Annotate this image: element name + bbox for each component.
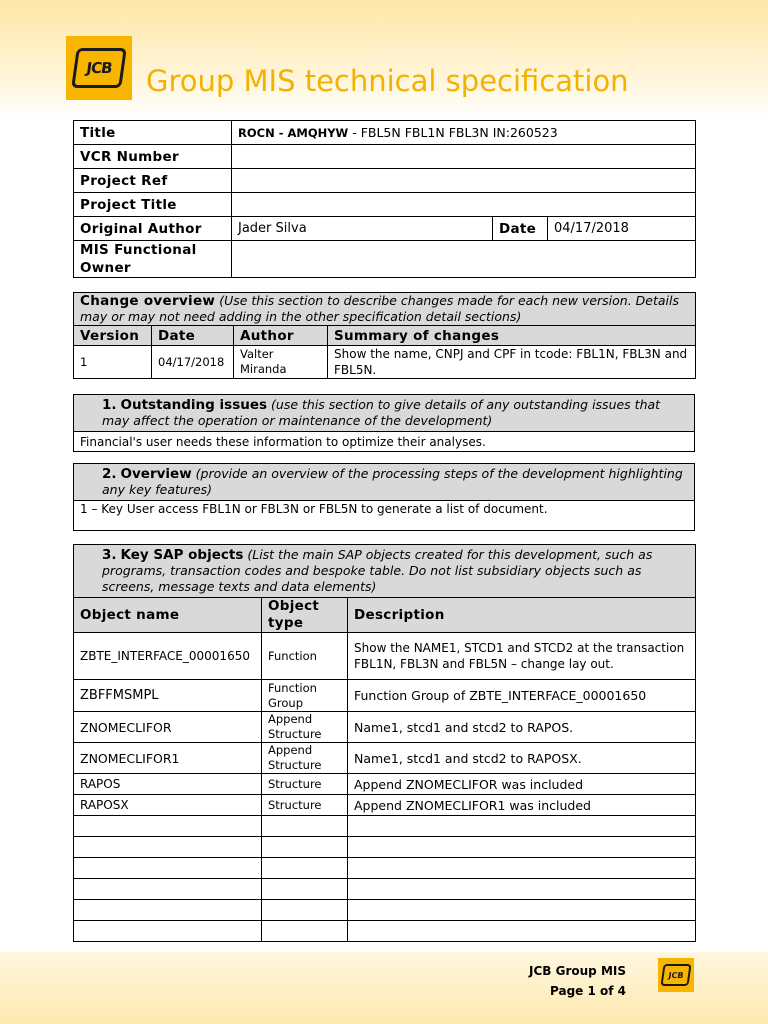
table-row — [74, 743, 696, 774]
change-overview-header — [74, 293, 696, 326]
change-summary: Show the name, CNPJ and CPF in tcode: FBL1N, FBL3N and FBL5N. — [328, 346, 696, 379]
author-label: Original Author — [74, 217, 232, 241]
empty-row — [74, 837, 696, 858]
title-code: ROCN - AMQHYW — [238, 126, 349, 140]
col-object-type: Object type — [262, 598, 348, 633]
overview-number: 2. — [102, 466, 117, 482]
footer-jcb-logo: JCB — [658, 958, 694, 992]
project-title-label: Project Title — [74, 193, 232, 217]
change-overview-table — [73, 292, 696, 379]
table-row — [74, 633, 696, 680]
title-rest: - FBL5N FBL1N FBL3N IN:260523 — [348, 125, 558, 140]
overview-header — [74, 464, 695, 501]
change-author: Valter Miranda — [234, 346, 328, 379]
footer-page-number: Page 1 of 4 — [550, 984, 626, 998]
object-desc: Append ZNOMECLIFOR1 was included — [348, 795, 696, 816]
table-row — [74, 680, 696, 712]
object-name: RAPOSX — [74, 795, 262, 816]
object-type: Structure — [262, 795, 348, 816]
col-summary: Summary of changes — [328, 326, 696, 346]
object-name: ZBFFMSMPL — [74, 680, 262, 712]
table-row — [74, 795, 696, 816]
table-row — [74, 712, 696, 743]
col-author: Author — [234, 326, 328, 346]
outstanding-table — [73, 394, 695, 452]
overview-body: 1 – Key User access FBL1N or FBL3N or FBL5N to generate a list of document. — [74, 501, 695, 531]
object-name: ZBTE_INTERFACE_00001650 — [74, 633, 262, 680]
outstanding-title: Outstanding issues — [120, 397, 268, 413]
title-value — [232, 121, 696, 145]
empty-row — [74, 921, 696, 942]
object-type: Structure — [262, 774, 348, 795]
object-type: Append Structure — [262, 743, 348, 774]
object-desc: Name1, stcd1 and stcd2 to RAPOS. — [348, 712, 696, 743]
sap-objects-title: Key SAP objects — [120, 547, 244, 563]
object-desc: Append ZNOMECLIFOR was included — [348, 774, 696, 795]
sap-objects-table — [73, 544, 696, 942]
owner-label: MIS Functional Owner — [74, 241, 232, 278]
empty-row — [74, 900, 696, 921]
footer-company: JCB Group MIS — [529, 964, 626, 978]
change-date: 04/17/2018 — [152, 346, 234, 379]
col-date: Date — [152, 326, 234, 346]
object-type: Function — [262, 633, 348, 680]
jcb-logo: JCB — [66, 36, 132, 100]
outstanding-number: 1. — [102, 397, 117, 413]
change-version: 1 — [74, 346, 152, 379]
vcr-label: VCR Number — [74, 145, 232, 169]
col-description: Description — [348, 598, 696, 633]
object-name: ZNOMECLIFOR1 — [74, 743, 262, 774]
project-ref-label: Project Ref — [74, 169, 232, 193]
project-ref-value — [232, 169, 696, 193]
document-title: Group MIS technical specification — [146, 64, 629, 98]
col-object-name: Object name — [74, 598, 262, 633]
outstanding-header — [74, 395, 695, 432]
date-value: 04/17/2018 — [548, 217, 696, 241]
object-type: Function Group — [262, 680, 348, 712]
sap-objects-note: (List the main SAP objects created for this development, such as programs, transaction codes and bespoke table. Do not list subsidiary objects such as screens, message texts and data elements) — [102, 547, 653, 594]
object-desc: Name1, stcd1 and stcd2 to RAPOSX. — [348, 743, 696, 774]
overview-title: Overview — [120, 466, 192, 482]
object-name: RAPOS — [74, 774, 262, 795]
vcr-value — [232, 145, 696, 169]
object-name: ZNOMECLIFOR — [74, 712, 262, 743]
change-row — [74, 346, 696, 379]
outstanding-body: Financial's user needs these information to optimize their analyses. — [74, 432, 695, 452]
change-overview-title: Change overview — [80, 293, 216, 309]
author-value: Jader Silva — [232, 217, 493, 241]
sap-objects-number: 3. — [102, 547, 117, 563]
empty-row — [74, 816, 696, 837]
title-label: Title — [74, 121, 232, 145]
empty-row — [74, 879, 696, 900]
change-overview-note: (Use this section to describe changes made for each new version. Details may or may not need adding in the other specification detail sections) — [80, 293, 679, 324]
overview-table — [73, 463, 695, 531]
table-row — [74, 774, 696, 795]
object-desc: Show the NAME1, STCD1 and STCD2 at the transaction FBL1N, FBL3N and FBL5N – change lay out. — [348, 633, 696, 680]
object-type: Append Structure — [262, 712, 348, 743]
col-version: Version — [74, 326, 152, 346]
info-table — [73, 120, 696, 278]
outstanding-note: (use this section to give details of any outstanding issues that may affect the operation or maintenance of the development) — [102, 397, 661, 428]
overview-note: (provide an overview of the processing steps of the development highlighting any key features) — [102, 466, 683, 497]
sap-objects-header — [74, 545, 696, 598]
project-title-value — [232, 193, 696, 217]
footer-band — [0, 952, 768, 1024]
owner-value — [232, 241, 696, 278]
empty-row — [74, 858, 696, 879]
date-label: Date — [493, 217, 548, 241]
object-desc: Function Group of ZBTE_INTERFACE_00001650 — [348, 680, 696, 712]
